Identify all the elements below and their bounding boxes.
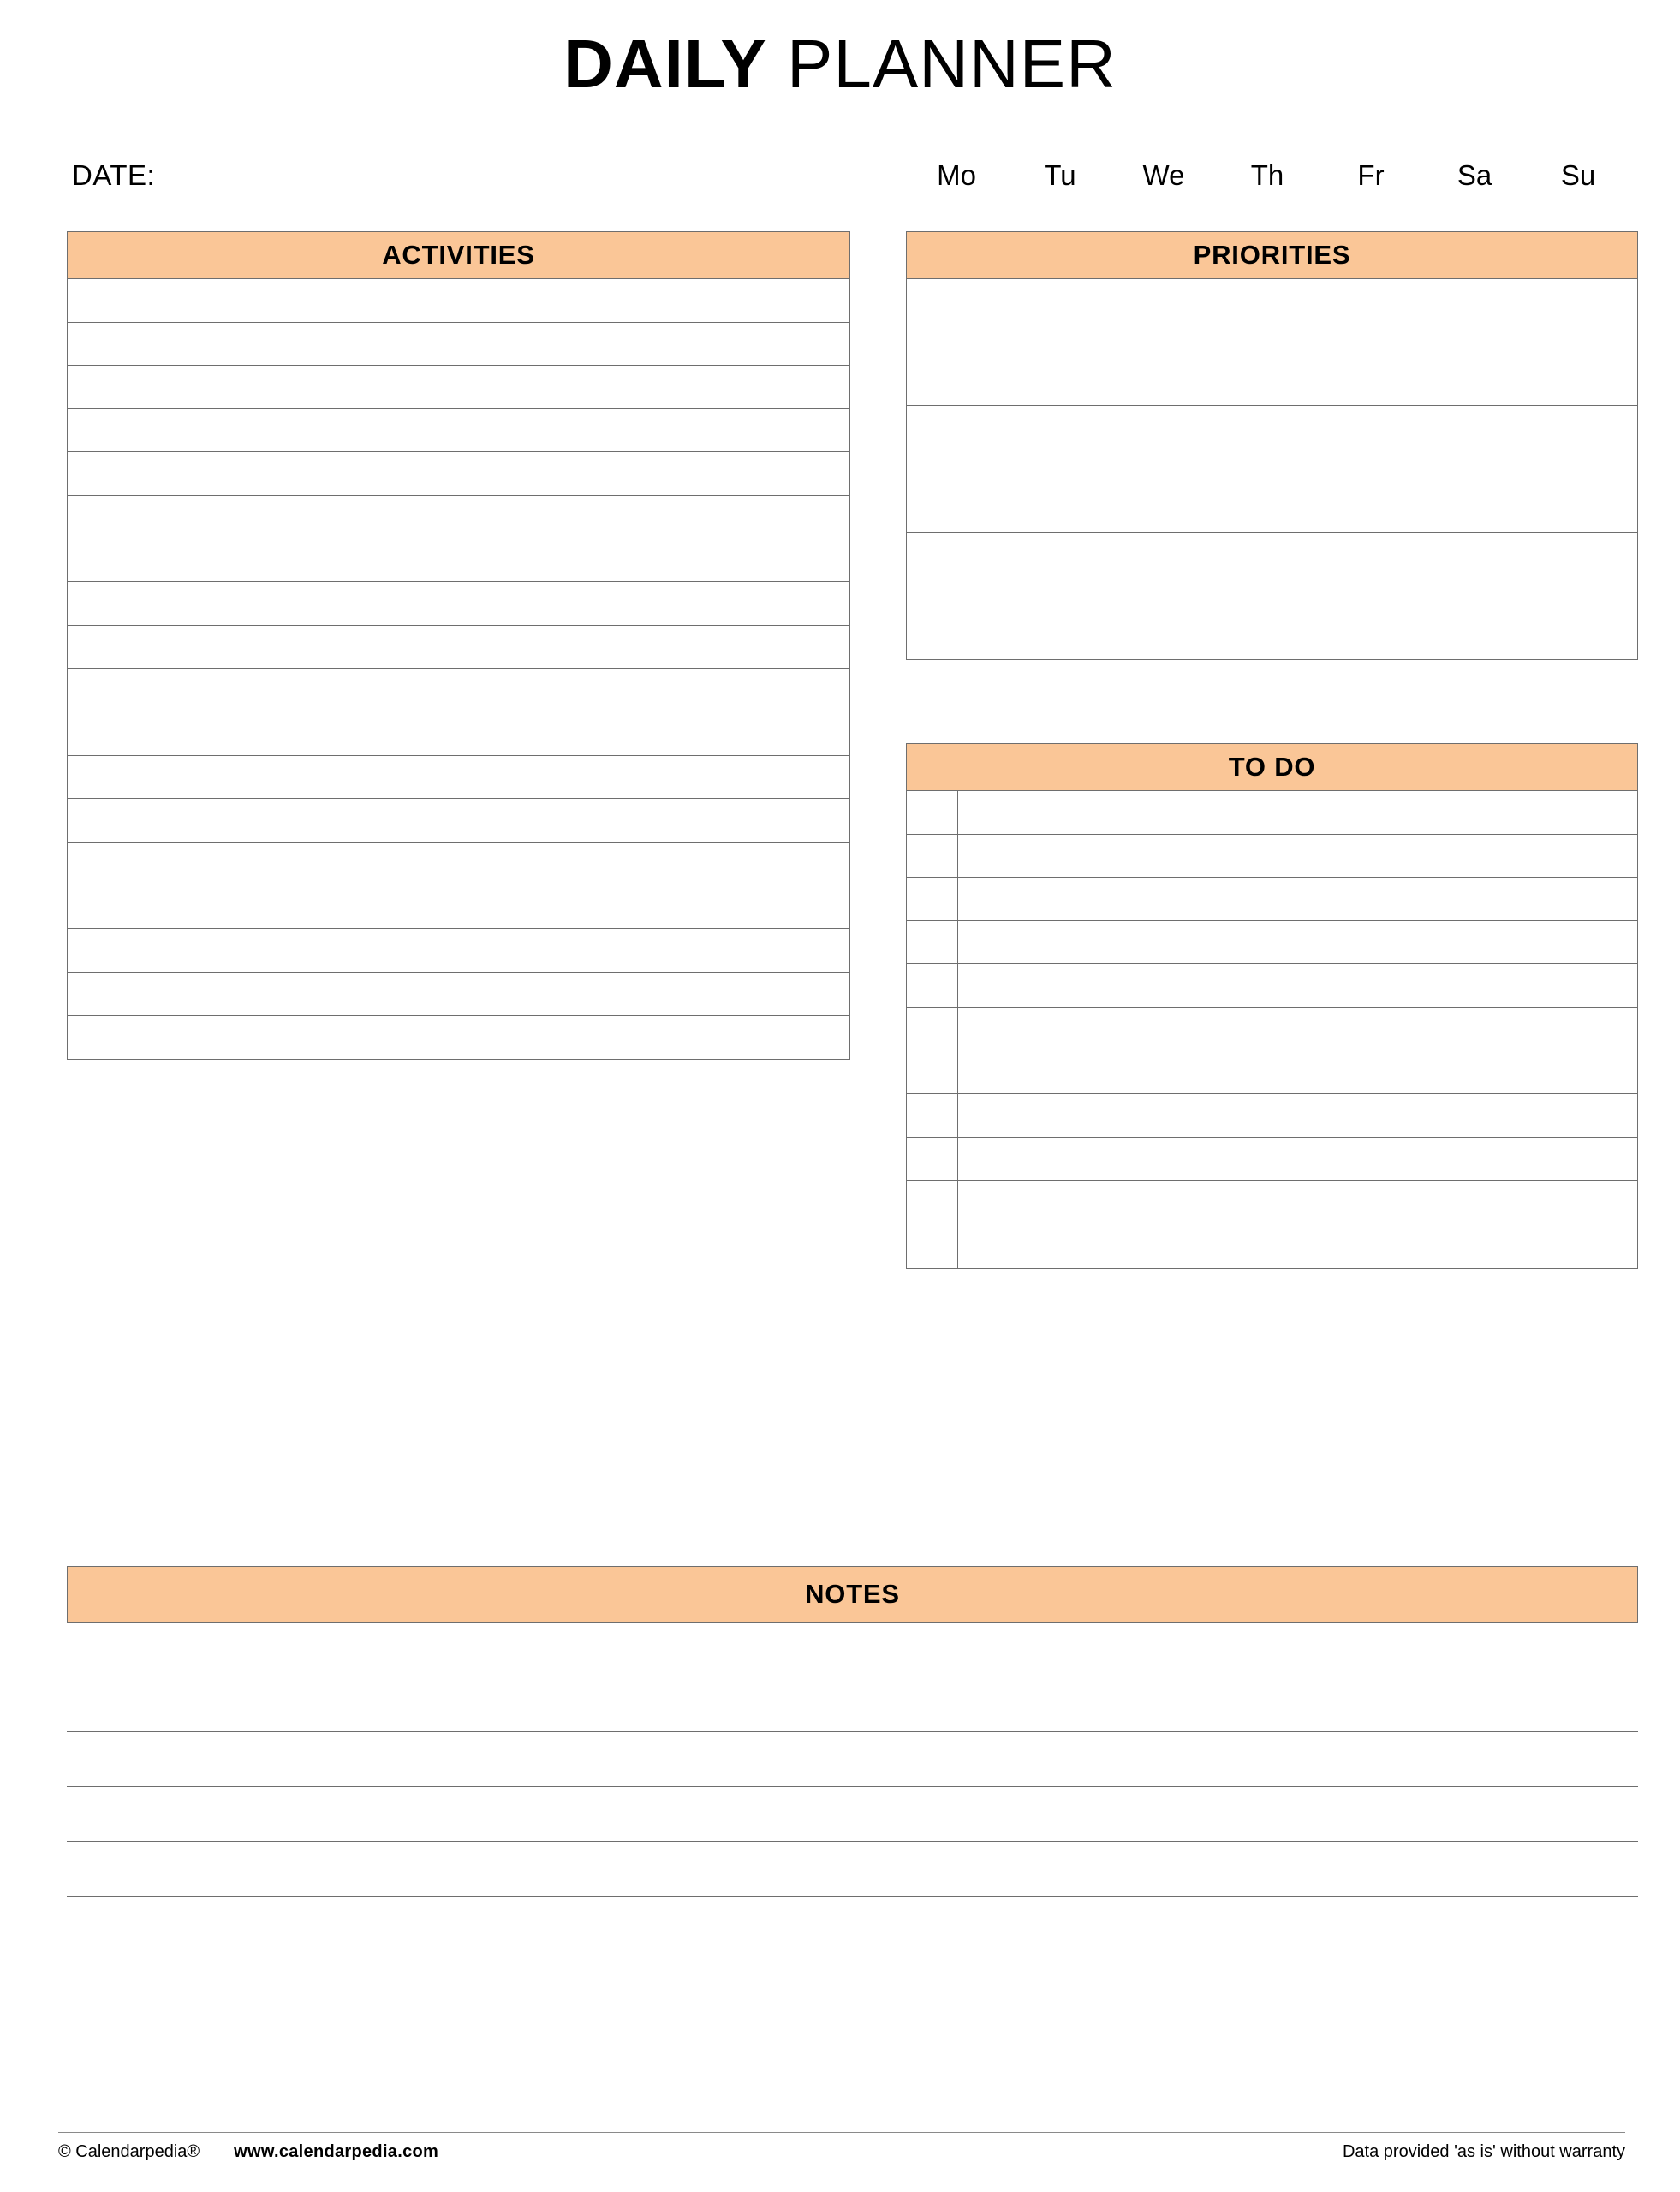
todo-checkbox[interactable] xyxy=(907,1138,958,1181)
activities-row[interactable] xyxy=(68,366,849,409)
todo-text[interactable] xyxy=(958,791,1637,834)
activities-row[interactable] xyxy=(68,799,849,843)
todo-text[interactable] xyxy=(958,1181,1637,1224)
activities-row[interactable] xyxy=(68,626,849,670)
todo-checkbox[interactable] xyxy=(907,1008,958,1051)
notes-line[interactable] xyxy=(67,1732,1638,1787)
weekday-selector xyxy=(925,158,1610,193)
activities-row[interactable] xyxy=(68,452,849,496)
activities-header: ACTIVITIES xyxy=(67,231,850,279)
todo-checkbox[interactable] xyxy=(907,921,958,964)
todo-row xyxy=(907,1138,1637,1182)
footer-divider xyxy=(58,2132,1625,2133)
priorities-row[interactable] xyxy=(907,279,1637,406)
todo-section xyxy=(906,743,1638,1269)
notes-line[interactable] xyxy=(67,1677,1638,1732)
todo-row xyxy=(907,1224,1637,1268)
date-label: DATE: xyxy=(72,159,156,191)
page-title-thin: PLANNER xyxy=(766,26,1117,102)
weekday-su[interactable]: Su xyxy=(1560,159,1596,191)
activities-row[interactable] xyxy=(68,669,849,712)
todo-checkbox[interactable] xyxy=(907,1181,958,1224)
activities-row[interactable] xyxy=(68,712,849,756)
todo-checkbox[interactable] xyxy=(907,878,958,920)
notes-section xyxy=(67,1566,1638,1951)
page-title-bold: DAILY xyxy=(563,26,767,102)
weekday-we[interactable]: We xyxy=(1142,159,1185,191)
priorities-rows xyxy=(906,279,1638,660)
todo-checkbox[interactable] xyxy=(907,1051,958,1094)
activities-row[interactable] xyxy=(68,496,849,539)
footer xyxy=(58,2141,1625,2163)
todo-row xyxy=(907,878,1637,921)
todo-text[interactable] xyxy=(958,1138,1637,1181)
activities-row[interactable] xyxy=(68,973,849,1016)
todo-row xyxy=(907,921,1637,965)
activities-row[interactable] xyxy=(68,1016,849,1059)
priorities-section xyxy=(906,231,1638,660)
todo-text[interactable] xyxy=(958,921,1637,964)
activities-row[interactable] xyxy=(68,885,849,929)
todo-text[interactable] xyxy=(958,1008,1637,1051)
priorities-row[interactable] xyxy=(907,406,1637,533)
todo-text[interactable] xyxy=(958,878,1637,920)
activities-row[interactable] xyxy=(68,929,849,973)
todo-rows xyxy=(906,791,1638,1269)
todo-row xyxy=(907,1094,1637,1138)
todo-checkbox[interactable] xyxy=(907,791,958,834)
todo-row xyxy=(907,1181,1637,1224)
notes-line[interactable] xyxy=(67,1897,1638,1951)
activities-row[interactable] xyxy=(68,843,849,886)
activities-row[interactable] xyxy=(68,582,849,626)
activities-row[interactable] xyxy=(68,409,849,453)
activities-rows xyxy=(67,279,850,1060)
todo-text[interactable] xyxy=(958,964,1637,1007)
page-title xyxy=(0,26,1680,103)
todo-text[interactable] xyxy=(958,835,1637,878)
footer-website-link[interactable]: www.calendarpedia.com xyxy=(234,2142,439,2161)
notes-line[interactable] xyxy=(67,1623,1638,1677)
activities-row[interactable] xyxy=(68,756,849,800)
todo-row xyxy=(907,835,1637,879)
todo-text[interactable] xyxy=(958,1094,1637,1137)
todo-checkbox[interactable] xyxy=(907,1224,958,1268)
priorities-row[interactable] xyxy=(907,533,1637,659)
todo-row xyxy=(907,964,1637,1008)
footer-copyright: © Calendarpedia® xyxy=(58,2142,200,2161)
footer-warranty-note: Data provided 'as is' without warranty xyxy=(1342,2142,1625,2161)
todo-checkbox[interactable] xyxy=(907,964,958,1007)
todo-checkbox[interactable] xyxy=(907,1094,958,1137)
todo-text[interactable] xyxy=(958,1051,1637,1094)
weekday-mo[interactable]: Mo xyxy=(937,159,976,191)
todo-row xyxy=(907,1008,1637,1051)
todo-row xyxy=(907,791,1637,835)
notes-line[interactable] xyxy=(67,1842,1638,1897)
todo-header: TO DO xyxy=(906,743,1638,791)
priorities-header: PRIORITIES xyxy=(906,231,1638,279)
activities-row[interactable] xyxy=(68,323,849,366)
activities-row[interactable] xyxy=(68,279,849,323)
notes-lines xyxy=(67,1623,1638,1951)
weekday-tu[interactable]: Tu xyxy=(1044,159,1076,191)
weekday-fr[interactable]: Fr xyxy=(1357,159,1385,191)
todo-text[interactable] xyxy=(958,1224,1637,1268)
activities-row[interactable] xyxy=(68,539,849,583)
notes-header: NOTES xyxy=(67,1566,1638,1623)
activities-section xyxy=(67,231,850,1060)
weekday-th[interactable]: Th xyxy=(1250,159,1284,191)
todo-row xyxy=(907,1051,1637,1095)
weekday-sa[interactable]: Sa xyxy=(1457,159,1492,191)
notes-line[interactable] xyxy=(67,1787,1638,1842)
todo-checkbox[interactable] xyxy=(907,835,958,878)
